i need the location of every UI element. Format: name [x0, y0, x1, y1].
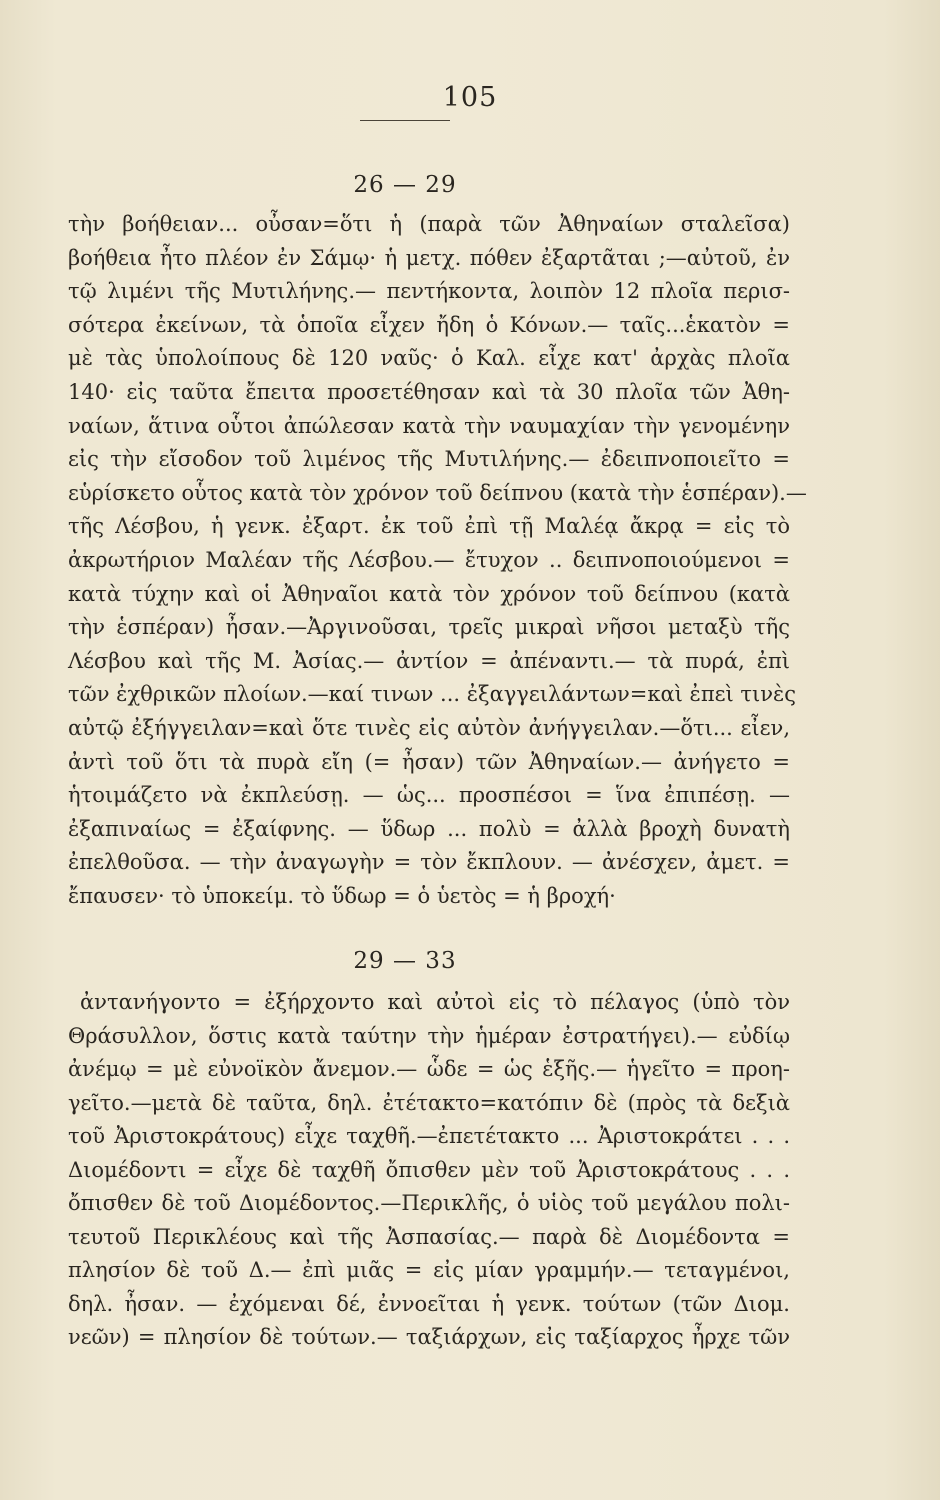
text-line: τῆς Λέσβου, ἡ γενκ. ἐξαρτ. ἐκ τοῦ ἐπὶ τῇ Μαλέᾳ ἄκρᾳ = εἰς τὸ [68, 514, 790, 539]
text-line: Λέσβου καὶ τῆς Μ. Ἀσίας.— ἀντίον = ἀπέναντι.— τὰ πυρά, ἐπὶ [68, 648, 790, 673]
text-line: ἀκρωτήριον Μαλέαν τῆς Λέσβου.— ἔτυχον .. δειπνοποιούμενοι = [68, 548, 790, 572]
text-line: ἐπελθοῦσα. — τὴν ἀναγωγὴν = τὸν ἔκπλουν. — ἀνέσχεν, ἀμετ. = [68, 850, 790, 875]
text-line: δηλ. ἦσαν. — ἐχόμεναι δέ, ἐννοεῖται ἡ γενκ. τούτων (τῶν Διομ. [68, 1291, 790, 1316]
text-line: νεῶν) = πλησίον δὲ τούτων.— ταξιάρχων, εἰς ταξίαρχος ἦρχε τῶν [68, 1325, 790, 1349]
text-line: ἀντὶ τοῦ ὅτι τὰ πυρὰ εἴη (= ἦσαν) τῶν Ἀθηναίων.— ἀνήγετο = [68, 749, 790, 774]
text-line: κατὰ τύχην καὶ οἱ Ἀθηναῖοι κατὰ τὸν χρόνον τοῦ δείπνου (κατὰ [68, 581, 790, 606]
text-line: Θράσυλλον, ὅστις κατὰ ταύτην τὴν ἡμέραν ἐστρατήγει).— εὐδίῳ [68, 1023, 790, 1048]
text-line: ἀνέμῳ = μὲ εὐνοϊκὸν ἄνεμον.— ὧδε = ὡς ἑξῆς.— ἡγεῖτο = προη- [68, 1057, 790, 1081]
text-line: γεῖτο.—μετὰ δὲ ταῦτα, δηλ. ἐτέτακτο=κατόπιν δὲ (πρὸς τὰ δεξιὰ [68, 1090, 790, 1115]
text-line: τὴν ἑσπέραν) ἦσαν.—Ἀργινοῦσαι, τρεῖς μικραὶ νῆσοι μεταξὺ τῆς [68, 615, 790, 640]
text-line: εἰς τὴν εἴσοδον τοῦ λιμένος τῆς Μυτιλήνης.— ἐδειπνοποιεῖτο = [68, 447, 790, 472]
text-line: ναίων, ἅτινα οὗτοι ἀπώλεσαν κατὰ τὴν ναυμαχίαν τὴν γενομένην [68, 413, 790, 438]
section-heading: 26 — 29 [353, 172, 457, 198]
text-line: ἐξαπιναίως = ἐξαίφνης. — ὕδωρ ... πολὺ = ἀλλὰ βροχὴ δυνατὴ [68, 816, 790, 841]
text-line: τῶν ἐχθρικῶν πλοίων.—καί τινων ... ἐξαγγειλάντων=καὶ ἐπεὶ τινὲς [68, 682, 797, 707]
section-heading: 29 — 33 [353, 948, 457, 974]
page-number-rule [360, 120, 450, 121]
text-line: Διομέδοντι = εἶχε δὲ ταχθῆ ὄπισθεν μὲν τοῦ Ἀριστοκράτους . . . [68, 1157, 790, 1182]
text-line: αὐτῷ ἐξήγγειλαν=καὶ ὅτε τινὲς εἰς αὐτὸν ἀνήγγειλαν.—ὅτι... εἶεν, [68, 716, 790, 740]
text-line: τῷ λιμένι τῆς Μυτιλήνης.— πεντήκοντα, λοιπὸν 12 πλοῖα περισ- [68, 279, 790, 304]
text-line: ἀντανήγοντο = ἐξήρχοντο καὶ αὐτοὶ εἰς τὸ πέλαγος (ὑπὸ τὸν [80, 990, 790, 1014]
text-line: ἔπαυσεν· τὸ ὑποκείμ. τὸ ὕδωρ = ὁ ὑετὸς = ἡ βροχή· [68, 884, 616, 908]
text-line: βοήθεια ἦτο πλέον ἐν Σάμῳ· ἡ μετχ. πόθεν ἐξαρτᾶται ;—αὐτοῦ, ἐν [68, 245, 790, 270]
text-line: εὑρίσκετο οὗτος κατὰ τὸν χρόνον τοῦ δείπνου (κατὰ τὴν ἑσπέραν).— [68, 480, 807, 505]
text-line: μὲ τὰς ὑπολοίπους δὲ 120 ναῦς· ὁ Καλ. εἶχε κατ' ἀρχὰς πλοῖα [68, 346, 790, 371]
text-line: ἡτοιμάζετο νὰ ἐκπλεύσῃ. — ὡς... προσπέσοι = ἵνα ἐπιπέσῃ. — [68, 783, 790, 808]
text-line: τοῦ Ἀριστοκράτους) εἶχε ταχθῆ.—ἐπετέτακτο ... Ἀριστοκράτει . . . [68, 1124, 790, 1148]
text-line: σότερα ἐκείνων, τὰ ὁποῖα εἶχεν ἤδη ὁ Κόνων.— ταῖς...ἑκατὸν = [68, 312, 790, 337]
text-line: 140· εἰς ταῦτα ἔπειτα προσετέθησαν καὶ τὰ 30 πλοῖα τῶν Ἀθη- [68, 380, 790, 404]
page-number: 105 [442, 82, 498, 113]
text-line: πλησίον δὲ τοῦ Δ.— ἐπὶ μιᾶς = εἰς μίαν γραμμήν.— τεταγμένοι, [68, 1258, 790, 1282]
text-line: τευτοῦ Περικλέους καὶ τῆς Ἀσπασίας.— παρὰ δὲ Διομέδοντα = [68, 1224, 790, 1249]
text-line: ὄπισθεν δὲ τοῦ Διομέδοντος.—Περικλῆς, ὁ υἱὸς τοῦ μεγάλου πολι- [68, 1191, 790, 1215]
text-line: τὴν βοήθειαν... οὖσαν=ὅτι ἡ (παρὰ τῶν Ἀθηναίων σταλεῖσα) [68, 212, 790, 236]
